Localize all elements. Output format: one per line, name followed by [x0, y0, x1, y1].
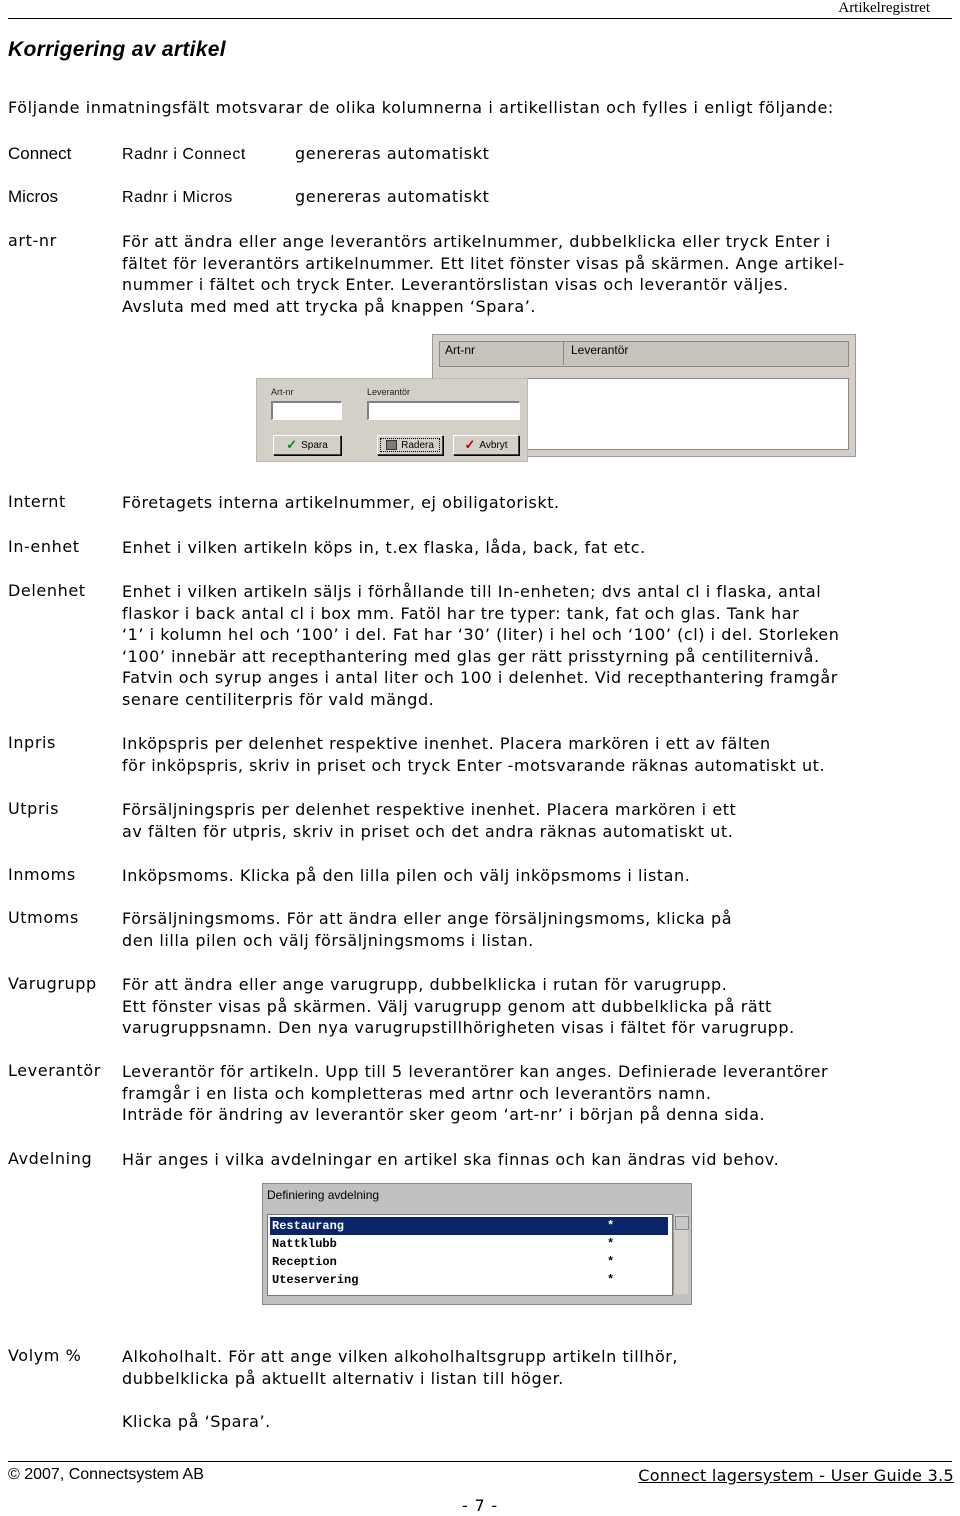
intro-text: Följande inmatningsfält motsvarar de olika kolumnerna i artikellistan och fylles i enligt följande: [8, 98, 834, 117]
micros-gen: genereras automatiskt [295, 187, 490, 206]
label-internt: Internt [8, 492, 66, 511]
department-name: Uteservering [272, 1273, 359, 1287]
desc-line: Alkoholhalt. För att ange vilken alkoholhaltsgrupp artikeln tillhör, [122, 1347, 679, 1366]
label-leverantor: Leverantör [8, 1061, 101, 1080]
label-inpris: Inpris [8, 733, 56, 752]
desc-line: Försäljningsmoms. För att ändra eller ange försäljningsmoms, klicka på [122, 909, 733, 928]
desc-line: Inköpspris per delenhet respektive inenhet. Placera markören i ett av fälten [122, 734, 771, 753]
col-artnr-header: Art-nr [445, 343, 475, 357]
department-dialog-screenshot [262, 1183, 692, 1305]
footer-copyright: © 2007, Connectsystem AB [8, 1466, 204, 1483]
department-flag: * [607, 1237, 615, 1251]
connect-mid: Radnr i Connect [122, 146, 246, 163]
desc-inenhet [122, 537, 646, 559]
desc-line: den lilla pilen och välj försäljningsmoms i listan. [122, 930, 534, 950]
save-button-label: Spara [301, 439, 328, 451]
page-title: Korrigering av artikel [8, 38, 226, 61]
cancel-button-label: Avbryt [479, 439, 508, 451]
delete-icon [386, 440, 397, 450]
col-lev-header: Leverantör [571, 343, 629, 357]
desc-delenhet [122, 581, 839, 710]
desc-line: ‘100’ innebär att recepthantering med glas ger rätt prisstyrning på centiliternivå. [122, 646, 820, 666]
label-utpris: Utpris [8, 799, 60, 818]
desc-line: Här anges i vilka avdelningar en artikel ska finnas och kan ändras vid behov. [122, 1150, 780, 1169]
desc-artnr [122, 231, 845, 317]
small-label-artnr: Art-nr [271, 387, 294, 397]
desc-leverantor [122, 1061, 828, 1126]
desc-volym [122, 1346, 678, 1389]
desc-line: fältet för leverantörs artikelnummer. Ett litet fönster visas på skärmen. Ange artikel- [122, 253, 845, 273]
desc-line: flaskor i back antal cl i box mm. Fatöl har tre typer: tank, fat och glas. Tank har [122, 603, 800, 623]
department-name: Nattklubb [272, 1237, 337, 1251]
label-utmoms: Utmoms [8, 908, 79, 927]
list-scrollbar[interactable] [673, 1214, 688, 1294]
desc-utpris [122, 799, 736, 842]
supplier-list-header-screenshot [432, 334, 856, 380]
desc-line: Inköpsmoms. Klicka på den lilla pilen och välj inköpsmoms i listan. [122, 866, 691, 885]
department-name: Restaurang [272, 1219, 345, 1233]
desc-line: för inköpspris, skriv in priset och tryck Enter -motsvarande räknas automatiskt ut. [122, 755, 826, 775]
desc-inpris [122, 733, 825, 776]
desc-line: ‘1’ i kolumn hel och ‘100’ i del. Fat har ‘30’ (liter) i hel och ‘100’ (cl) i del. Storleken [122, 625, 840, 644]
label-volym: Volym % [8, 1346, 82, 1365]
desc-line: av fälten för utpris, skriv in priset och det andra räknas automatiskt ut. [122, 821, 734, 841]
closing-instruction: Klicka på ‘Spara’. [122, 1412, 271, 1431]
micros-mid: Radnr i Micros [122, 189, 233, 206]
desc-line: För att ändra eller ange leverantörs artikelnummer, dubbelklicka eller tryck Enter i [122, 232, 831, 251]
footer-guide-title: Connect lagersystem - User Guide 3.5 [638, 1466, 954, 1485]
desc-line: senare centiliterpris för vald mängd. [122, 689, 435, 709]
label-connect: Connect [8, 144, 72, 163]
list-item[interactable] [270, 1217, 668, 1235]
desc-line: nummer i fältet och tryck Enter. Leverantörslistan visas och leverantör väljes. [122, 275, 789, 294]
list-item[interactable] [270, 1253, 668, 1271]
artnr-entry-dialog [256, 378, 528, 462]
list-item[interactable] [270, 1271, 668, 1289]
desc-varugrupp [122, 974, 795, 1039]
artnr-input[interactable] [271, 401, 342, 420]
cancel-button[interactable] [453, 435, 519, 455]
desc-line: Fatvin och syrup anges i antal liter och 100 i delenhet. Vid recepthantering framgår [122, 668, 838, 687]
header-section-title: Artikelregistret [838, 0, 930, 16]
department-flag: * [607, 1273, 615, 1287]
page-number: - 7 - [462, 1496, 498, 1515]
desc-line: varugruppsnamn. Den nya varugrupstillhörigheten visas i fältet för varugrupp. [122, 1018, 795, 1037]
label-micros: Micros [8, 187, 59, 206]
label-avdelning: Avdelning [8, 1149, 93, 1168]
header-rule [8, 18, 952, 19]
desc-line: Avsluta med med att trycka på knappen ‘Spara’. [122, 296, 537, 316]
cross-check-icon: ✓ [464, 437, 476, 452]
label-inmoms: Inmoms [8, 865, 76, 884]
save-button[interactable] [273, 435, 341, 455]
desc-avdelning [122, 1149, 779, 1171]
desc-utmoms [122, 908, 732, 951]
list-item[interactable] [270, 1235, 668, 1253]
desc-line: Leverantör för artikeln. Upp till 5 leverantörer kan anges. Definierade leverantörer [122, 1062, 829, 1081]
label-inenhet: In-enhet [8, 537, 80, 556]
supplier-input[interactable] [367, 401, 520, 420]
small-label-lev: Leverantör [367, 387, 411, 397]
desc-line: framgår i en lista och kompletteras med artnr och leverantörs namn. [122, 1083, 712, 1103]
department-name: Reception [272, 1255, 337, 1269]
delete-button[interactable] [377, 435, 443, 455]
connect-gen: genereras automatiskt [295, 144, 490, 163]
label-varugrupp: Varugrupp [8, 974, 97, 993]
desc-line: dubbelklicka på aktuellt alternativ i listan till höger. [122, 1368, 564, 1388]
delete-button-label: Radera [401, 439, 434, 451]
desc-line: Enhet i vilken artikeln säljs i förhållande till In-enheten; dvs antal cl i flaska, antal [122, 582, 822, 601]
desc-internt [122, 492, 560, 514]
desc-inmoms [122, 865, 690, 887]
desc-line: Inträde för ändring av leverantör sker geom ‘art-nr’ i början på denna sida. [122, 1105, 766, 1124]
department-list[interactable] [267, 1214, 673, 1296]
check-icon: ✓ [286, 437, 298, 452]
desc-line: Försäljningspris per delenhet respektive inenhet. Placera markören i ett [122, 800, 737, 819]
department-dialog-title: Definiering avdelning [267, 1188, 380, 1202]
label-delenhet: Delenhet [8, 581, 86, 600]
desc-line: Företagets interna artikelnummer, ej obiligatoriskt. [122, 493, 560, 512]
department-flag: * [607, 1219, 615, 1233]
desc-line: Enhet i vilken artikeln köps in, t.ex flaska, låda, back, fat etc. [122, 538, 646, 557]
footer-rule [8, 1461, 952, 1462]
desc-line: Ett fönster visas på skärmen. Välj varugrupp genom att dubbelklicka på rätt [122, 996, 772, 1016]
label-artnr: art-nr [8, 231, 57, 250]
department-flag: * [607, 1255, 615, 1269]
desc-line: För att ändra eller ange varugrupp, dubbelklicka i rutan för varugrupp. [122, 975, 728, 994]
